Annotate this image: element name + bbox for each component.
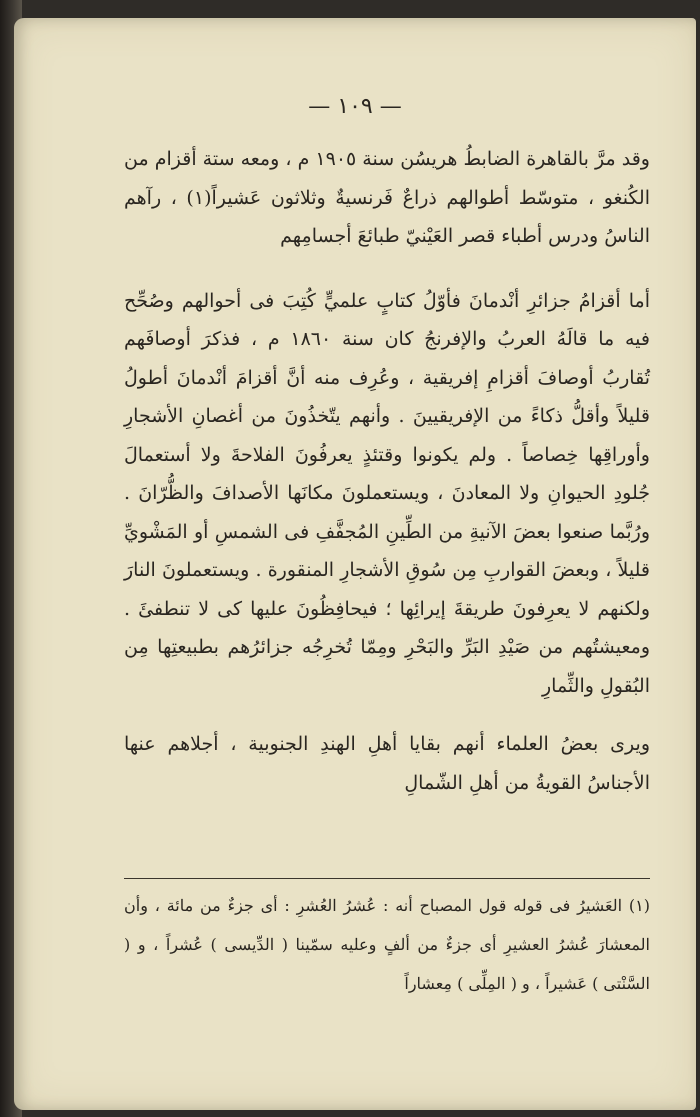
book-page (14, 18, 696, 1110)
footnote-divider (124, 878, 650, 879)
page-number: — ١٠٩ — (308, 94, 402, 119)
footnote-text: (١) العَشيرُ فى قوله قول المصباح أنه : عُشرُ العُشرِ : أى جزءٌ من مائة ، وأن المعشارَ عُشرُ العشيرِ أى جزءٌ من ألفٍ وعليه سمّينا ( الدِّيسى ) عُشراً ، و ( السَّنْتى ) عَشيراً ، و ( المِلِّى ) مِعشاراً (124, 896, 650, 993)
main-text (124, 140, 650, 802)
paragraph-andaman-pygmies: أما أقزامُ جزائرِ أنْدمانَ فأوّلُ كتابٍ علميٍّ كُتِبَ فى أحوالهم وصُحِّح فيه ما قالَهُ العربُ والإفرنجُ كان سنة ١٨٦٠ م ، فذكرَ أوصافَهم تُقاربُ أوصافَ أقزامِ إفريقية ، وعُرِف منه أنَّ أقزامَ أنْدمانَ أطولُ قليلاً وأقلُّ ذكاءً من الإفريقيينَ . وأنهم يتّخذُونَ من أغصانِ الأشجارِ وأوراقِها خِصاصاً . ولم يكونوا وقتئذٍ يعرفُونَ الفلاحةَ ولا أستعمالَ جُلودِ الحيوانِ ولا المعادنَ ، ويستعملونَ مكانَها الأصدافَ والظُّرّانَ . ورُبَّما صنعوا بعضَ الآنيةِ من الطِّينِ المُجفَّفِ فى الشمسِ أو المَشْويِّ قليلاً ، وبعضَ القواربِ مِن سُوقِ الأشجارِ المنقورة . ويستعملونَ النارَ ولكنهم لا يعرِفونَ طريقةَ إيرائِها ؛ فيحافِظُونَ عليها كى لا تنطفئَ . ومعيشتُهم من صَيْدِ البَرِّ والبَحْرِ ومِمّا تُخرِجُه جزائرُهم بطبيعتِها مِن البُقولِ والثِّمارِ (124, 289, 650, 697)
footnote (124, 886, 650, 1003)
paragraph-pygmies-cairo: وقد مرَّ بالقاهرة الضابطُ هريسُن سنة ١٩٠٥ م ، ومعه ستة أقزام من الكُنغو ، متوسّط أطوالهم ذراعٌ فَرنسيةٌ وثلاثون عَشيراً(١) ، رآهم الناسُ ودرس أطباء قصر العَيْنيّ طبائعَ أجسامِهم (124, 148, 650, 247)
paragraph-origin-theory: ويرى بعضُ العلماء أنهم بقايا أهلِ الهندِ الجنوبية ، أجلاهم عنها الأجناسُ القويةُ من أهلِ الشّمالِ (124, 733, 650, 794)
